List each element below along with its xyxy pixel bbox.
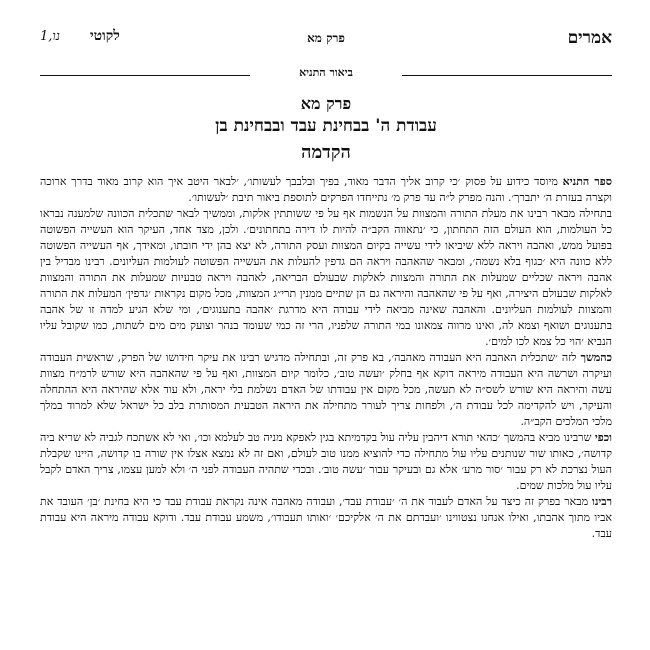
intro-heading: הקדמה xyxy=(301,142,351,163)
body-text xyxy=(40,174,612,644)
header-page-number: נו,1 xyxy=(40,29,60,44)
paragraph-text: מיוסד כידוע על פסוק ׳כי קרוב אליך הדבר מאוד, בפיך ובלבבך לעשותו׳, ׳לבאר היטב איך הוא קרוב מאוד בדרך ארוכה וקצרה בעזרת ה׳ יתברך׳. והנה מפרק ל״ה עד פרק מ׳ נתייחדו הפרקים לתוספת ביאור תיבת ׳לעשותו׳. xyxy=(40,175,612,204)
paragraph xyxy=(40,206,612,350)
paragraph xyxy=(40,174,612,206)
chapter-title: עבודת ה' בבחינת עבד ובבחינת בן xyxy=(215,116,437,136)
paragraph-text: שרבינו מביא בהמשך ׳כהאי תורא דיהבין עליה עול בקדמיתא בגין לאפקא מניה טב לעלמא וכו׳, ואי לא אשתכח לגביה לא שריא ביה קדושה׳, כאותו שור שנותנים עליו עול מתחילה כדי להוציא ממנו טוב לעולם, ואם זה לא נמצא אצלו אין שורה בו קדושה, היינו שקבלת העול נצרכת לא רק עבור ׳סור מרע׳ אלא גם ובעיקר עבור ׳עשה טוב׳. ובכדי שתהיה העבודה לפני ה׳ ולא למען עצמו, צריך האדם לקבל עליו עול מלכות שמים. xyxy=(40,431,612,492)
paragraph-lead: ספר התניא xyxy=(562,175,612,188)
paragraph-text: בתחילה מבאר רבינו את מעלת התורה והמצוות על הנשמות אף על פי ששותתין אלקות, וממשיך לבאר שתכלית הכוונה שלמענה נבראו כל העולמות, הוא העולם הזה התחתון, כי ׳נתאווה הקב״ה להיות לו דירה בתחתונים׳. ולכן, מצד אחד, העיקר הוא העשייה הפשוטה בפועל ממש, ואהבה ויראה ללא שיביאו לידי עשייה בקיום המצוות ועסק התורה, לא יצא בהן ידי חובתו, ומאידך, אף העשייה הפשוטה ללא כוונה היא ׳כגוף בלא נשמה׳, ומבאר שהאהבה ויראה הם גדפין להעלות את העשייה הפשוטה לעולמות העליונים. רבינו מבדיל בין אהבה ויראה שכליים שמעלות את התורה והמצוות לאלקות שבעולם הבריאה, לאהבה ויראה טבעיות שמעלות את התורה והמצוות לאלקות שבעולם היצירה, ואף על פי שהאהבה והיראה גם הן שתיים ממנין תרי״ג המצוות, מכל מקום נקראות ׳גדפין׳ המעלות את התורה והמצוות לעולמות העליונים. והאהבה שאינה מביאה לידי עבודה היא מדרגת ׳אהבה בתענוגים׳, ומי שלא הגיע למדה זו של אהבה בתענוגים ושואף וצמא לה, ואינו מרווה צמאונו במי התורה שלפניו, הרי זה כמי שעומד בנהר וצועק מים מים לשתות, כמו שקובל עליו הנביא ׳הוי כל צמא לכו למים׳. xyxy=(40,207,612,348)
header-book-part1: לקוטי xyxy=(90,28,120,44)
paragraph xyxy=(40,350,612,430)
paragraph-lead: וכפי xyxy=(594,431,612,444)
chapter-heading: פרק מא xyxy=(300,94,352,113)
header-chapter: פרק מא xyxy=(307,31,345,45)
paragraph-text: מבאר בפרק זה כיצד על האדם לעבוד את ה׳ ׳עבודת עבד׳, ועבודה מאהבה אינה נקראת עבודת עבד כי היא בחינת ׳בן׳ העובד את אביו מתוך אהבתו, ואילו אנחנו נצטווינו ׳ועבדתם את ה׳ אלקיכם׳ ׳ואותו תעבודו׳, משמע עבודת עבד. ודוקא עבודה מיראה היא עבודת עבד. xyxy=(40,495,612,540)
paragraph xyxy=(40,430,612,494)
banner-title: ביאור התניא xyxy=(299,66,353,79)
header-book-part2: אמרים xyxy=(567,28,612,48)
paragraph-lead: רבינו xyxy=(592,495,612,508)
document-page xyxy=(40,28,612,628)
banner-rule-right xyxy=(402,75,612,76)
section-banner xyxy=(40,66,612,84)
paragraph-text: לזה ׳שתכלית האהבה היא העבודה מאהבה׳, בא פרק זה, ובתחילה מדגיש רבינו את עיקר חידושו של הפרק, שראשית העבודה ועיקרה ושרשה היא העבודה מיראה דוקא אף בחלק ׳ועשה טוב׳, כלומר קיום המצוות, ואף על פי שהאהבה היא שורש לרמ״ח מצוות עשה והיראה היא שורש לשס״ה לא תעשה, מכל מקום אין עבודתו של האדם נשלמת בלי יראה, ולא עוד אלא שהיראה היא ההתחלה והעיקר, ויש להקדימה לכל עבודת ה׳, ולפחות צריך לעורר מתחילה את היראה הטבעית המסותרת בלב כל ישראל שלא למרוד במלך מלכי המלכים הקב״ה. xyxy=(40,351,612,428)
running-header xyxy=(40,28,612,50)
paragraph-lead: כהמשך xyxy=(580,351,612,364)
paragraph xyxy=(40,494,612,542)
